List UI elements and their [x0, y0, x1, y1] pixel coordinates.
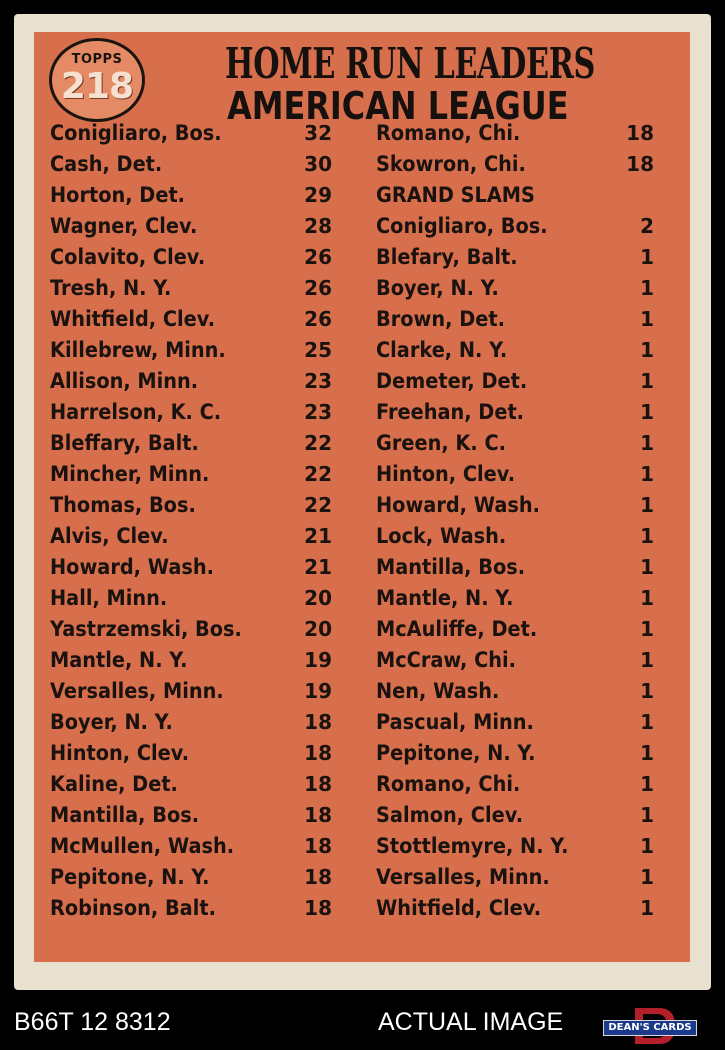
- leader-row: [50, 583, 332, 614]
- leader-row: [376, 861, 654, 892]
- leader-row: [376, 242, 654, 273]
- leader-row: [376, 366, 654, 397]
- player-name: Mantilla, Bos.: [376, 555, 526, 580]
- player-name: Romano, Chi.: [376, 121, 521, 146]
- leader-row: [50, 180, 332, 211]
- home-run-count: 18: [304, 864, 332, 889]
- player-name: Brown, Det.: [376, 307, 505, 332]
- player-name: Boyer, N. Y.: [50, 709, 173, 734]
- player-name: Robinson, Balt.: [50, 895, 216, 920]
- home-run-count: 22: [304, 493, 332, 518]
- home-run-count: 18: [304, 833, 332, 858]
- home-run-count: 1: [640, 462, 654, 487]
- home-run-count: 1: [640, 771, 654, 796]
- home-run-count: 23: [304, 400, 332, 425]
- leader-row: [376, 583, 654, 614]
- leader-row: [50, 706, 332, 737]
- player-name: Howard, Wash.: [50, 555, 215, 580]
- player-name: Cash, Det.: [50, 152, 163, 177]
- home-run-count: 1: [640, 245, 654, 270]
- leader-row: [50, 737, 332, 768]
- leader-row: [50, 118, 332, 149]
- leader-row: [376, 335, 654, 366]
- leader-row: [376, 830, 654, 861]
- home-run-count: 1: [640, 616, 654, 641]
- left-leaders-column: [50, 118, 332, 923]
- home-run-count: 19: [304, 647, 332, 672]
- leader-row: [50, 675, 332, 706]
- actual-image-label: ACTUAL IMAGE: [378, 1008, 564, 1036]
- home-run-count: 18: [626, 152, 654, 177]
- leader-row: [50, 799, 332, 830]
- leader-row: [376, 118, 654, 149]
- leader-row: [50, 459, 332, 490]
- home-run-count: 1: [640, 431, 654, 456]
- home-run-count: 18: [304, 771, 332, 796]
- home-run-count: 1: [640, 740, 654, 765]
- home-run-count: 1: [640, 338, 654, 363]
- leader-row: [50, 830, 332, 861]
- leader-row: [376, 521, 654, 552]
- player-name: Versalles, Minn.: [50, 678, 224, 703]
- leader-row: [376, 397, 654, 428]
- player-name: McCraw, Chi.: [376, 647, 516, 672]
- home-run-count: 25: [304, 338, 332, 363]
- player-name: Whitfield, Clev.: [376, 895, 542, 920]
- leader-row: [50, 242, 332, 273]
- home-run-count: 1: [640, 802, 654, 827]
- home-run-count: 1: [640, 524, 654, 549]
- leader-row: [50, 366, 332, 397]
- leader-row: [376, 273, 654, 304]
- player-name: Blefary, Balt.: [376, 245, 518, 270]
- leader-row: [376, 614, 654, 645]
- home-run-count: 1: [640, 586, 654, 611]
- leader-row: [50, 861, 332, 892]
- player-name: Romano, Chi.: [376, 771, 521, 796]
- leader-row: [50, 304, 332, 335]
- player-name: Demeter, Det.: [376, 369, 528, 394]
- player-name: Mincher, Minn.: [50, 462, 210, 487]
- player-name: Freehan, Det.: [376, 400, 525, 425]
- player-name: Pepitone, N. Y.: [376, 740, 536, 765]
- leader-row: [50, 335, 332, 366]
- player-name: Versalles, Minn.: [376, 864, 550, 889]
- leader-row: [376, 675, 654, 706]
- home-run-count: 2: [640, 214, 654, 239]
- leader-row: [50, 397, 332, 428]
- home-run-count: 1: [640, 400, 654, 425]
- leader-row: [376, 211, 654, 242]
- leader-row: [376, 552, 654, 583]
- leader-row: [376, 799, 654, 830]
- leader-row: [50, 768, 332, 799]
- player-name: Mantilla, Bos.: [50, 802, 200, 827]
- home-run-count: 18: [626, 121, 654, 146]
- home-run-count: 22: [304, 431, 332, 456]
- player-name: Clarke, N. Y.: [376, 338, 508, 363]
- leader-row: [50, 211, 332, 242]
- player-name: Conigliaro, Bos.: [50, 121, 222, 146]
- home-run-count: 23: [304, 369, 332, 394]
- leader-row: [376, 428, 654, 459]
- home-run-count: 1: [640, 709, 654, 734]
- player-name: Skowron, Chi.: [376, 152, 526, 177]
- home-run-count: 1: [640, 307, 654, 332]
- leader-row: [50, 644, 332, 675]
- player-name: McAuliffe, Det.: [376, 616, 538, 641]
- leader-row: [376, 892, 654, 923]
- home-run-count: 1: [640, 555, 654, 580]
- card-number: 218: [60, 66, 134, 107]
- player-name: Tresh, N. Y.: [50, 276, 172, 301]
- leader-row: [50, 149, 332, 180]
- player-name: Horton, Det.: [50, 183, 186, 208]
- home-run-count: 18: [304, 802, 332, 827]
- player-name: Salmon, Clev.: [376, 802, 524, 827]
- home-run-count: 22: [304, 462, 332, 487]
- player-name: Mantle, N. Y.: [50, 647, 188, 672]
- home-run-count: 29: [304, 183, 332, 208]
- player-name: Kaline, Det.: [50, 771, 178, 796]
- leader-row: [50, 273, 332, 304]
- player-name: Hinton, Clev.: [50, 740, 190, 765]
- right-leaders-column: [376, 118, 654, 923]
- home-run-count: 1: [640, 369, 654, 394]
- card-title: HOME RUN LEADERS: [225, 39, 595, 88]
- leader-row: [376, 737, 654, 768]
- leader-row: [50, 614, 332, 645]
- leader-row: [376, 180, 654, 211]
- player-name: Hinton, Clev.: [376, 462, 516, 487]
- home-run-count: 1: [640, 864, 654, 889]
- player-name: Pepitone, N. Y.: [50, 864, 210, 889]
- player-name: Boyer, N. Y.: [376, 276, 499, 301]
- home-run-count: 1: [640, 895, 654, 920]
- player-name: Wagner, Clev.: [50, 214, 198, 239]
- home-run-count: 30: [304, 152, 332, 177]
- leader-row: [376, 490, 654, 521]
- player-name: Lock, Wash.: [376, 524, 507, 549]
- home-run-count: 18: [304, 740, 332, 765]
- leader-row: [50, 892, 332, 923]
- leader-row: [376, 459, 654, 490]
- leader-row: [376, 149, 654, 180]
- player-name: Killebrew, Minn.: [50, 338, 226, 363]
- player-name: Howard, Wash.: [376, 493, 541, 518]
- home-run-count: 18: [304, 895, 332, 920]
- home-run-count: 26: [304, 307, 332, 332]
- player-name: Whitfield, Clev.: [50, 307, 216, 332]
- player-name: Alvis, Clev.: [50, 524, 169, 549]
- leader-row: [376, 706, 654, 737]
- home-run-count: 28: [304, 214, 332, 239]
- home-run-count: 19: [304, 678, 332, 703]
- player-name: Allison, Minn.: [50, 369, 199, 394]
- player-name: Yastrzemski, Bos.: [50, 616, 242, 641]
- player-name: Thomas, Bos.: [50, 493, 196, 518]
- leader-row: [376, 644, 654, 675]
- player-name: Pascual, Minn.: [376, 709, 534, 734]
- player-name: Stottlemyre, N. Y.: [376, 833, 569, 858]
- player-name: Nen, Wash.: [376, 678, 500, 703]
- card-subtitle: AMERICAN LEAGUE: [227, 84, 569, 128]
- deans-cards-logo: [603, 1006, 697, 1046]
- home-run-count: 1: [640, 647, 654, 672]
- player-name: Bleffary, Balt.: [50, 431, 199, 456]
- home-run-count: 18: [304, 709, 332, 734]
- home-run-count: 32: [304, 121, 332, 146]
- player-name: McMullen, Wash.: [50, 833, 235, 858]
- player-name: Mantle, N. Y.: [376, 586, 514, 611]
- home-run-count: 20: [304, 586, 332, 611]
- card-code: B66T 12 8312: [14, 1008, 171, 1036]
- brand-label: TOPPS: [71, 52, 123, 67]
- home-run-count: 20: [304, 616, 332, 641]
- logo-text: DEAN'S CARDS: [603, 1020, 697, 1036]
- card-number-badge: [49, 38, 145, 122]
- leader-row: [50, 552, 332, 583]
- home-run-count: 1: [640, 678, 654, 703]
- player-name: Harrelson, K. C.: [50, 400, 222, 425]
- home-run-count: 26: [304, 276, 332, 301]
- home-run-count: 26: [304, 245, 332, 270]
- home-run-count: 21: [304, 524, 332, 549]
- home-run-count: 1: [640, 833, 654, 858]
- player-name: Conigliaro, Bos.: [376, 214, 548, 239]
- home-run-count: 1: [640, 276, 654, 301]
- player-name: Green, K. C.: [376, 431, 506, 456]
- player-name: GRAND SLAMS: [376, 183, 535, 208]
- leader-row: [376, 768, 654, 799]
- home-run-count: 21: [304, 555, 332, 580]
- leader-row: [50, 521, 332, 552]
- home-run-count: 1: [640, 493, 654, 518]
- leader-row: [50, 490, 332, 521]
- leader-row: [376, 304, 654, 335]
- player-name: Hall, Minn.: [50, 586, 168, 611]
- player-name: Colavito, Clev.: [50, 245, 206, 270]
- leader-row: [50, 428, 332, 459]
